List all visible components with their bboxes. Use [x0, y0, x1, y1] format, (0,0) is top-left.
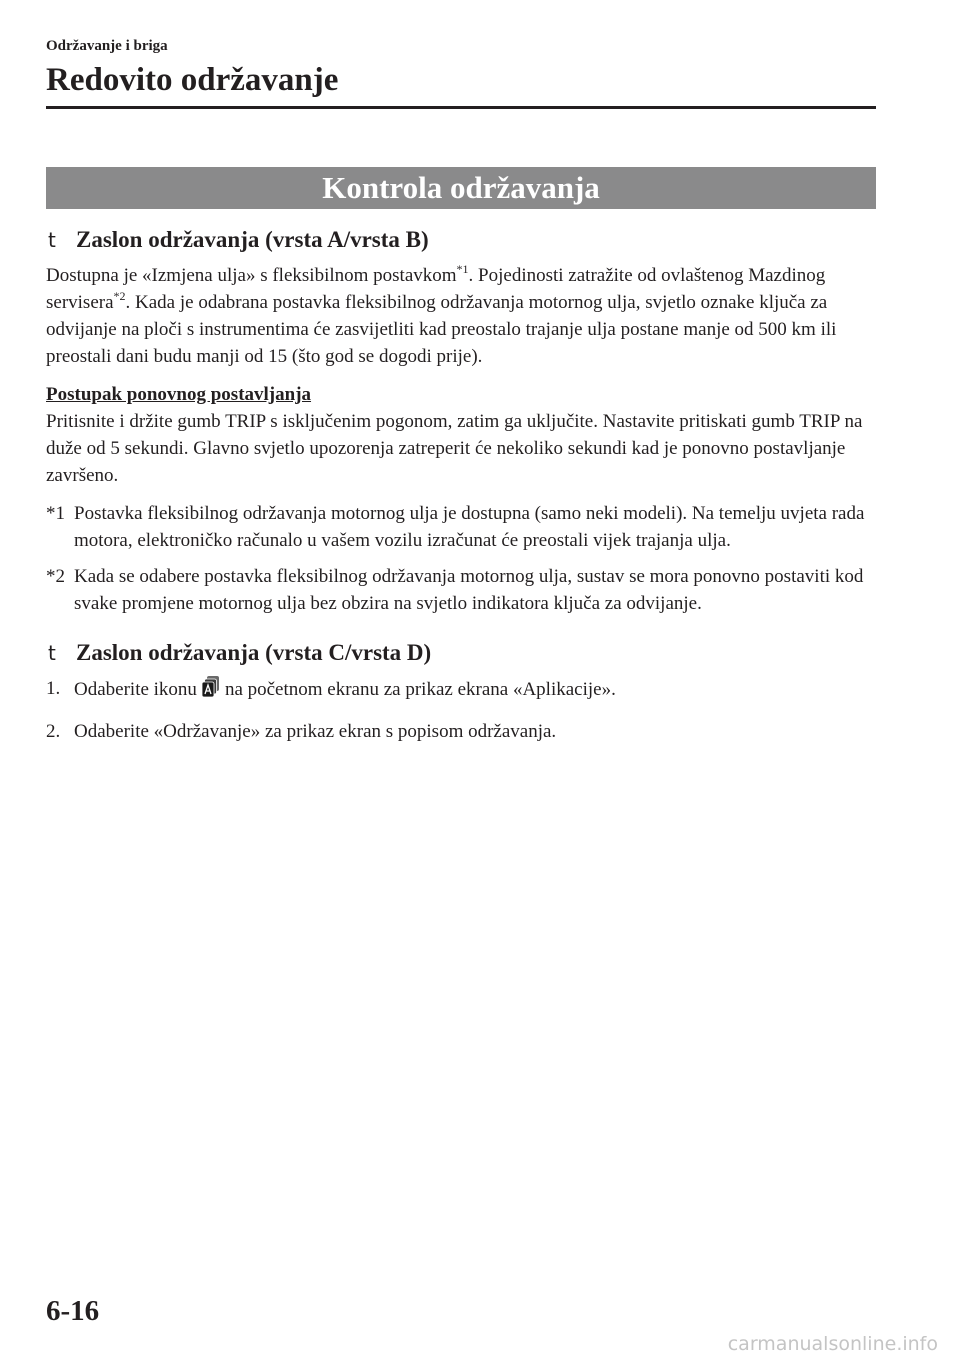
page-number: 6-16: [46, 1295, 100, 1327]
bullet-icon: t: [48, 641, 56, 665]
step-number: 2.: [46, 721, 61, 742]
footnote-mark: *1: [46, 503, 65, 524]
page-title: Redovito održavanje: [46, 62, 339, 98]
content: [46, 224, 876, 756]
section-heading-ab: [46, 224, 876, 256]
footnote: [46, 500, 876, 554]
step-text-before: Odaberite ikonu: [74, 679, 197, 700]
intro-text-2: . Pojedinosti zatražite od ovlaštenog Mazdinog servisera: [46, 265, 826, 313]
footnote: [46, 563, 876, 617]
step-text: [74, 675, 616, 707]
applications-icon: [201, 675, 221, 707]
intro-text-3: . Kada je odabrana postavka fleksibilnog održavanja motornog ulja, svjetlo oznake ključa za odvijanje na ploči s instrumentima će zasvijetliti kad preostalo trajanje ulja postane manje od 500 km ili preostali dani budu manji od 15 (što god se dogodi prije).: [46, 292, 837, 367]
footnote-text: Postavka fleksibilnog održavanja motornog ulja je dostupna (samo neki modeli). Na temelju uvjeta rada motora, elektroničko računalo u vašem vozilu izračunat će preostali vijek trajanja ulja.: [74, 503, 865, 551]
step-item: [46, 675, 876, 707]
footnote-mark: *2: [46, 566, 65, 587]
title-rule: [46, 106, 876, 109]
step-item: [46, 718, 876, 745]
footnote-ref-1: *1: [456, 262, 469, 276]
reset-paragraph: Pritisnite i držite gumb TRIP s isključenim pogonom, zatim ga uključite. Nastavite pritiskati gumb TRIP na duže od 5 sekundi. Glavno svjetlo upozorenja zatreperit će nekoliko sekundi kad je ponovno postavljanje završeno.: [46, 411, 863, 486]
intro-text-1: Dostupna je «Izmjena ulja» s fleksibilnom postavkom: [46, 265, 457, 286]
section-banner: Kontrola održavanja: [46, 167, 876, 209]
watermark: carmanualsonline.info: [727, 1333, 938, 1355]
intro-paragraph: [46, 262, 876, 370]
chapter-label: Održavanje i briga: [46, 38, 168, 54]
step-number: 1.: [46, 678, 61, 699]
bullet-icon: t: [48, 228, 56, 252]
step-text-after: na početnom ekranu za prikaz ekrana «Aplikacije».: [224, 679, 616, 700]
footnote-ref-2: *2: [113, 289, 126, 303]
reset-heading: Postupak ponovnog postavljanja: [46, 384, 312, 405]
section-heading-text: Zaslon održavanja (vrsta A/vrsta B): [76, 227, 429, 252]
step-text: Odaberite «Održavanje» za prikaz ekran s popisom održavanja.: [74, 721, 557, 742]
footnote-text: Kada se odabere postavka fleksibilnog održavanja motornog ulja, sustav se mora ponovno postaviti kod svake promjene motornog ulja bez obzira na svjetlo indikatora ključa za odvijanje.: [74, 566, 864, 614]
section-heading-cd: [46, 637, 876, 669]
section-heading-text: Zaslon održavanja (vrsta C/vrsta D): [76, 640, 432, 665]
